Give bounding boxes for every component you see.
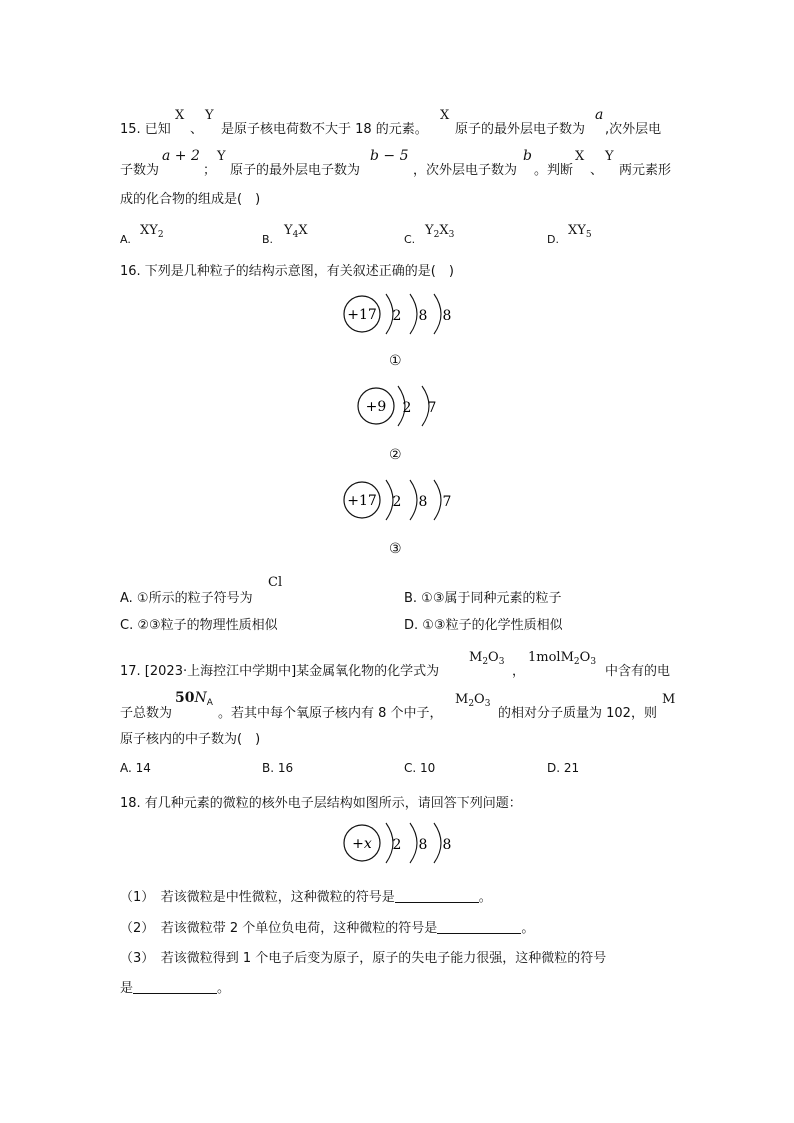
q18-part-3-cont: 是 。 <box>120 981 231 996</box>
q18-part-3: （3） 若该微粒得到 1 个电子后变为原子，原子的失电子能力很强，这种微粒的符号 <box>120 951 607 966</box>
q17-stem-line1: 17. [2023·上海控江中学期中]某金属氧化物的化学式为 <box>120 664 440 679</box>
diagram-2-label: ② <box>389 447 402 463</box>
var-x: X <box>440 108 450 123</box>
chlorine-symbol: Cl <box>268 575 283 590</box>
atom-structure-diagram-2 <box>344 380 454 432</box>
q18-part-1: （1） 若该微粒是中性微粒，这种微粒的符号是 。 <box>120 890 492 905</box>
q15-number: 15. 已知 <box>120 122 171 137</box>
q16-option-d: D. ①③粒子的化学性质相似 <box>404 618 563 633</box>
q16-stem: 16. 下列是几种粒子的结构示意图，有关叙述正确的是( ) <box>120 264 454 279</box>
option-a-formula: $XY_2$ <box>140 223 164 240</box>
q16-option-a: A. ①所示的粒子符号为 <box>120 591 253 606</box>
svg-text:8: 8 <box>418 494 428 510</box>
svg-text:2: 2 <box>402 400 412 416</box>
svg-text:7: 7 <box>427 400 437 416</box>
answer-blank-1[interactable] <box>395 890 479 903</box>
q17-option-b: B. 16 <box>262 761 294 775</box>
q16-option-c: C. ②③粒子的物理性质相似 <box>120 618 278 633</box>
atom-structure-diagram-x <box>330 817 470 869</box>
expr-a-plus-2: a + 2 <box>162 148 200 164</box>
var-b: b <box>523 148 532 164</box>
q18-stem: 18. 有几种元素的微粒的核外电子层结构如图所示，请回答下列问题： <box>120 796 522 811</box>
diagram-1-label: ① <box>389 353 402 369</box>
svg-text:8: 8 <box>442 837 452 853</box>
var-a: a <box>595 107 604 123</box>
var-x: X <box>575 149 585 164</box>
formula-m2o3: $M_2O_3$ <box>469 650 505 667</box>
q17-option-c: C. 10 <box>404 761 436 775</box>
var-m: M <box>662 692 676 707</box>
q18-part-2: （2） 若该微粒带 2 个单位负电荷，这种微粒的符号是 。 <box>120 921 535 936</box>
svg-text:+17: +17 <box>347 493 377 509</box>
var-y: Y <box>205 108 214 123</box>
svg-text:8: 8 <box>442 308 452 324</box>
svg-text:+9: +9 <box>365 399 387 415</box>
diagram-3-label: ③ <box>389 541 402 557</box>
option-c-formula: $Y_2X_3$ <box>425 223 455 240</box>
var-x: X <box>175 108 185 123</box>
option-b-label: B. <box>262 233 274 246</box>
expr-b-minus-5: b − 5 <box>370 148 409 164</box>
option-b-formula: $Y_4X$ <box>284 223 308 240</box>
atom-structure-diagram-3 <box>330 474 470 526</box>
svg-text:2: 2 <box>392 308 402 324</box>
svg-text:8: 8 <box>418 837 428 853</box>
q17-option-d: D. 21 <box>547 761 580 775</box>
option-d-formula: $XY_5$ <box>568 223 592 240</box>
quantity-1mol-m2o3: $1molM_2O_3$ <box>528 650 597 667</box>
var-y: Y <box>217 149 226 164</box>
svg-text:7: 7 <box>442 494 452 510</box>
q17-option-a: A. 14 <box>120 761 151 775</box>
q16-option-b: B. ①③属于同种元素的粒子 <box>404 591 562 606</box>
atom-structure-diagram-1 <box>330 288 470 340</box>
answer-blank-3[interactable] <box>133 981 217 994</box>
svg-text:+x: +x <box>352 836 372 852</box>
var-y: Y <box>605 149 614 164</box>
answer-blank-2[interactable] <box>437 921 521 934</box>
option-c-label: C. <box>404 233 416 246</box>
svg-text:2: 2 <box>392 494 402 510</box>
formula-m2o3: $M_2O_3$ <box>455 692 491 709</box>
option-a-label: A. <box>120 233 131 246</box>
svg-text:2: 2 <box>392 837 402 853</box>
svg-text:8: 8 <box>418 308 428 324</box>
svg-text:+17: +17 <box>347 307 377 323</box>
electron-count-50na: $50N_A$ <box>175 690 213 708</box>
option-d-label: D. <box>547 233 559 246</box>
